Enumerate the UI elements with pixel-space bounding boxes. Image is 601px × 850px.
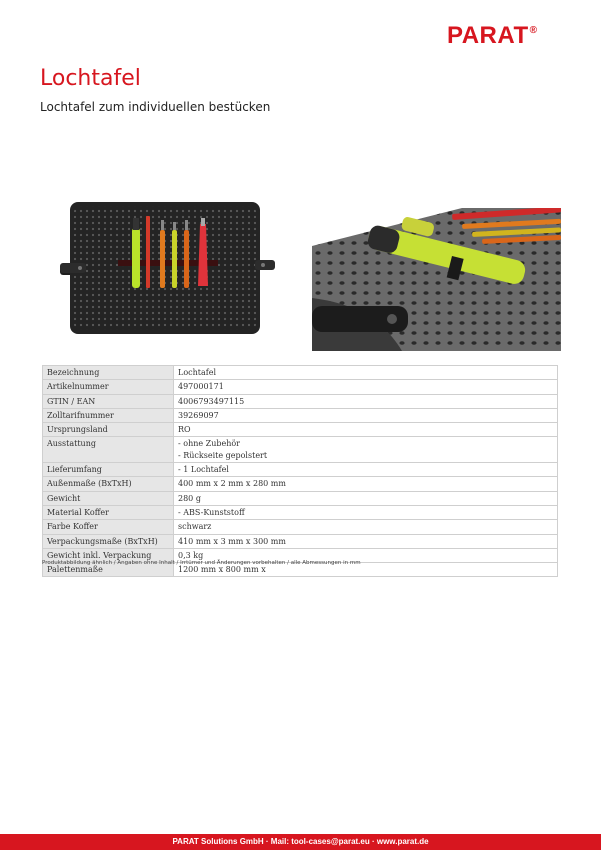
spec-key: Ausstattung bbox=[43, 437, 174, 463]
spec-value-line: schwarz bbox=[178, 522, 212, 532]
spec-value-line: 39269097 bbox=[178, 410, 219, 420]
spec-key: Außenmaße (BxTxH) bbox=[43, 477, 174, 491]
spec-key: Artikelnummer bbox=[43, 380, 174, 394]
spec-value-line: 400 mm x 2 mm x 280 mm bbox=[178, 479, 286, 489]
spec-value bbox=[174, 437, 558, 463]
spec-value bbox=[174, 520, 558, 534]
spec-key: Farbe Koffer bbox=[43, 520, 174, 534]
spec-row bbox=[43, 477, 558, 491]
spec-key: Ursprungsland bbox=[43, 423, 174, 437]
spec-value-line: 1200 mm x 800 mm x bbox=[178, 565, 266, 575]
spec-value bbox=[174, 380, 558, 394]
spec-key: Palettenmaße bbox=[43, 563, 174, 577]
spec-row bbox=[43, 380, 558, 394]
spec-key: Zolltarifnummer bbox=[43, 408, 174, 422]
spec-value-line: - ohne Zubehör bbox=[178, 439, 241, 449]
spec-value bbox=[174, 423, 558, 437]
footer-bar: PARAT Solutions GmbH · Mail: tool-cases@parat.eu · www.parat.de bbox=[0, 834, 601, 850]
spec-value bbox=[174, 505, 558, 519]
spec-value-line: - ABS-Kunststoff bbox=[178, 507, 245, 517]
spec-value-line: Lochtafel bbox=[178, 368, 216, 377]
spec-key: Verpackungsmaße (BxTxH) bbox=[43, 534, 174, 548]
spec-row bbox=[43, 491, 558, 505]
spec-value-line: 280 g bbox=[178, 493, 201, 503]
spec-key: Gewicht inkl. Verpackung bbox=[43, 548, 174, 562]
spec-value bbox=[174, 394, 558, 408]
spec-value bbox=[174, 491, 558, 505]
spec-value-line: - Rückseite gepolstert bbox=[178, 450, 268, 460]
spec-key: GTIN / EAN bbox=[43, 394, 174, 408]
page-subtitle: Lochtafel zum individuellen bestücken bbox=[40, 100, 271, 114]
product-image-detail bbox=[312, 208, 561, 351]
spec-value-line: 4006793497115 bbox=[178, 396, 245, 406]
disclaimer-note: Produktabbildung ähnlich / Angaben ohne Inhalt / Irrtümer und Änderungen vorbehalten / alle Abmessungen in mm bbox=[42, 560, 361, 566]
spec-value-line: 0,3 kg bbox=[178, 550, 204, 560]
spec-row bbox=[43, 437, 558, 463]
spec-row bbox=[43, 394, 558, 408]
brand-name: PARAT bbox=[447, 22, 529, 49]
spec-key: Lieferumfang bbox=[43, 463, 174, 477]
spec-key: Bezeichnung bbox=[43, 366, 174, 380]
spec-row bbox=[43, 423, 558, 437]
spec-row bbox=[43, 408, 558, 422]
spec-row bbox=[43, 366, 558, 380]
specification-table bbox=[42, 365, 558, 577]
spec-value bbox=[174, 463, 558, 477]
spec-value bbox=[174, 366, 558, 380]
spec-value bbox=[174, 477, 558, 491]
registered-mark: ® bbox=[529, 25, 538, 36]
product-image-front bbox=[60, 196, 278, 338]
spec-key: Material Koffer bbox=[43, 505, 174, 519]
spec-value-line: RO bbox=[178, 425, 191, 435]
spec-value-line: 497000171 bbox=[178, 382, 224, 392]
spec-row bbox=[43, 505, 558, 519]
page-title: Lochtafel bbox=[40, 66, 141, 91]
spec-value-line: 410 mm x 3 mm x 300 mm bbox=[178, 536, 286, 546]
spec-row bbox=[43, 534, 558, 548]
left-strap bbox=[60, 263, 86, 273]
spec-value bbox=[174, 408, 558, 422]
spec-key: Gewicht bbox=[43, 491, 174, 505]
spec-row bbox=[43, 520, 558, 534]
spec-value-line: - 1 Lochtafel bbox=[178, 465, 229, 475]
spec-row bbox=[43, 463, 558, 477]
parat-logo bbox=[447, 22, 537, 50]
spec-value bbox=[174, 534, 558, 548]
